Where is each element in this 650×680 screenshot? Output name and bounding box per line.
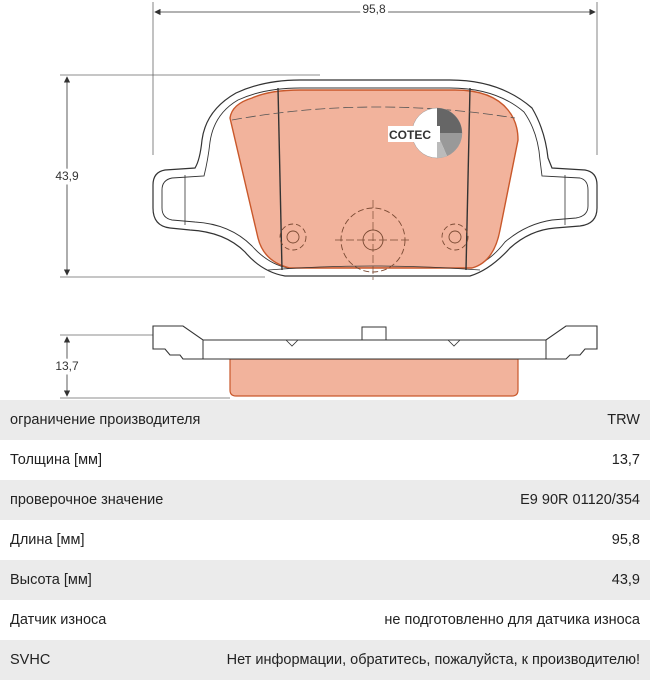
thickness-value: 13,7 [55,359,79,373]
friction-pad [230,88,518,280]
spec-label: Датчик износа [10,612,107,628]
spec-value: Нет информации, обратитесь, пожалуйста, к производителю! [226,652,640,668]
spec-label: ограничение производителя [10,412,201,428]
spec-value: TRW [607,412,640,428]
spec-label: Толщина [мм] [10,452,103,468]
spec-row [0,560,650,600]
spec-value: 13,7 [611,452,640,468]
spec-label: Длина [мм] [10,532,85,548]
spec-row [0,480,650,520]
specifications-table [0,400,650,680]
side-view [153,326,597,396]
spec-value: 95,8 [611,532,640,548]
spec-row [0,440,650,480]
width-value: 95,8 [362,2,386,16]
pad-surface [230,90,518,268]
spec-row [0,600,650,640]
logo-text: COTEC [389,128,431,142]
spec-label: Высота [мм] [10,572,92,588]
spec-label: SVHC [10,652,51,668]
side-pad [230,359,518,396]
spec-value: E9 90R 01120/354 [520,492,640,508]
spec-row [0,640,650,680]
height-value: 43,9 [55,169,79,183]
spec-row [0,400,650,440]
spec-label: проверочное значение [10,492,164,508]
spec-value: 43,9 [611,572,640,588]
spec-row [0,520,650,560]
spec-value: не подготовленно для датчика износа [384,612,640,628]
